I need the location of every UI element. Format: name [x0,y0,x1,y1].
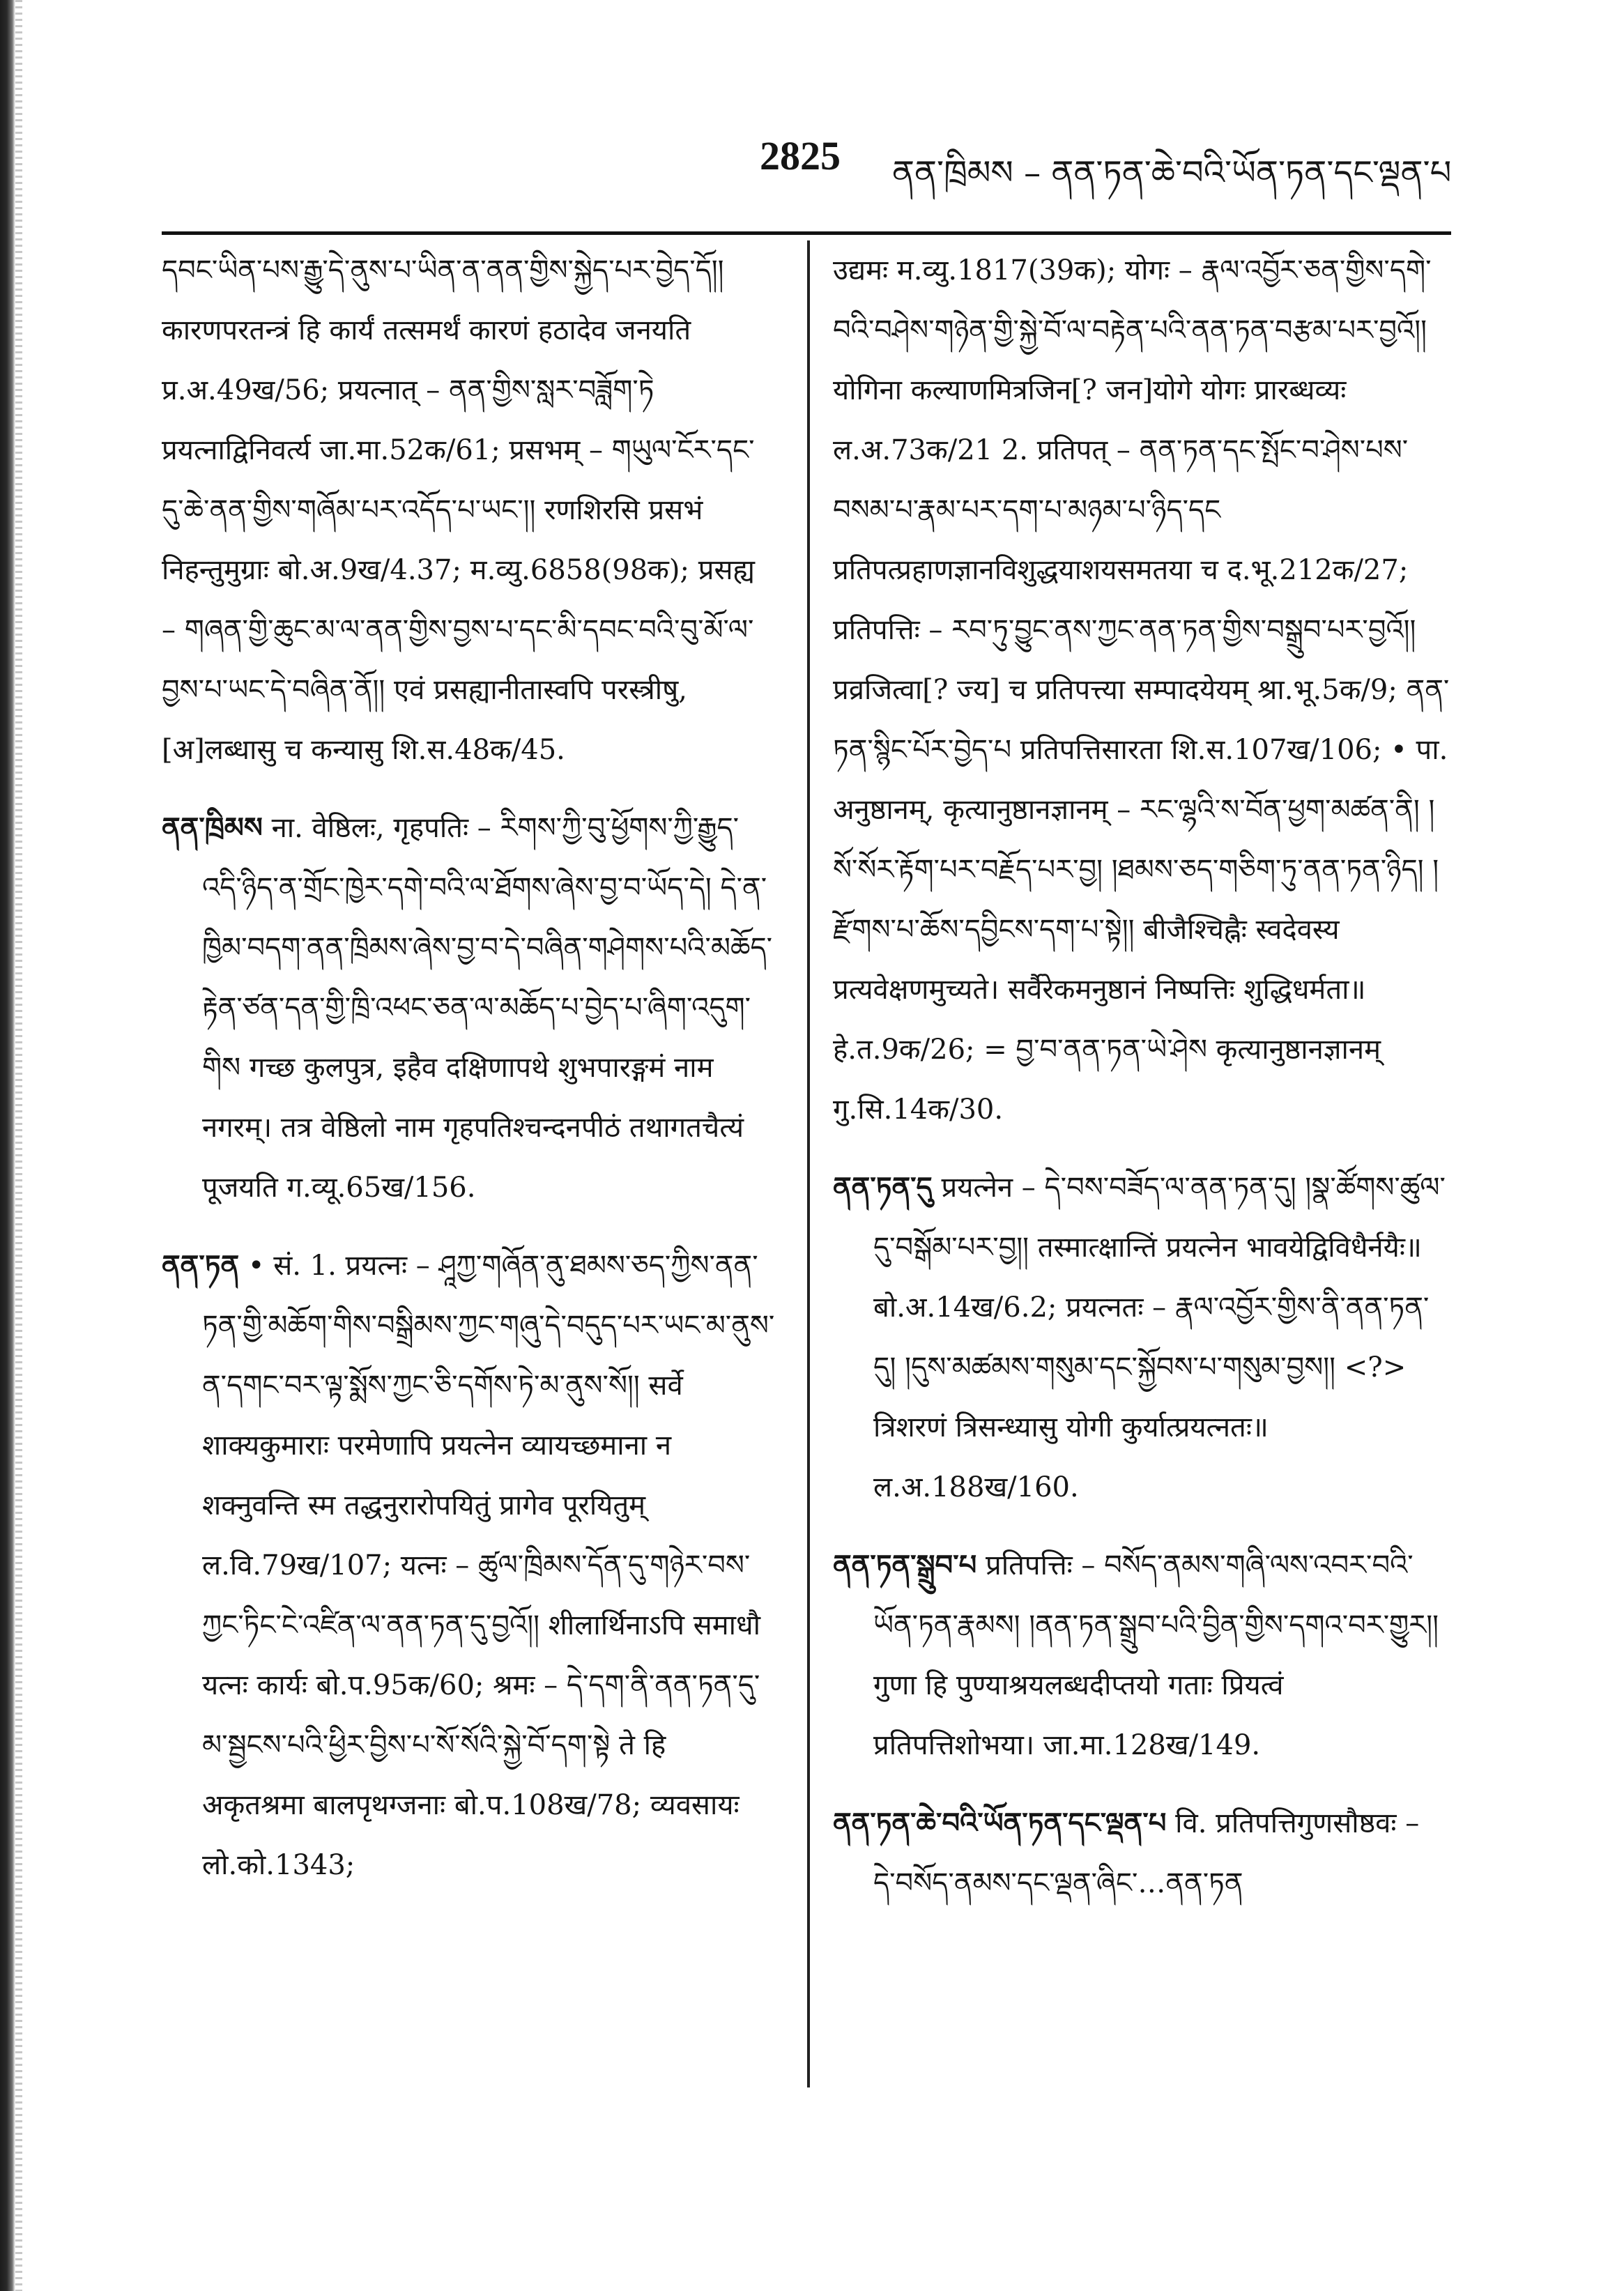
entry-body: उद्यमः म.व्यु.1817(39क); योगः – རྣལ་འབྱོར་ཅན་གྱིས་དགེ་བའི་བཤེས་གཉེན་གྱི་སྐྱེ་བོ་ལ་བརྟེན་པའི་ནན་ཏན་བརྩམ་པར་བྱའོ།། योगिना कल्याणमित्रजिन[? जन]योगे योगः प्रारब्धव्यः ल.अ.73क/21 2. प्रतिपत् – ནན་ཏན་དང་སྤོང་བ་ཤེས་པས་བསམ་པ་རྣམ་པར་དག་པ་མཉམ་པ་ཉིད་དང प्रतिपत्प्रहाणज्ञानविशुद्धयाशयसमतया च द.भू.212क/27; प्रतिपत्तिः – རབ་ཏུ་བྱུང་ནས་ཀྱང་ནན་ཏན་གྱིས་བསྒྲུབ་པར་བྱའོ།། प्रव्रजित्वा[? ज्य] च प्रतिपत्त्या सम्पादयेयम् श्रा.भू.5क/9; ནན་ཏན་སྙིང་པོར་བྱེད་པ प्रतिपत्तिसारता शि.स.107ख/106; • पा. अनुष्ठानम्, कृत्यानुष्ठानज्ञानम् – རང་ལྷའི་ས་བོན་ཕྱག་མཚན་ནི། །སོ་སོར་རྟོག་པར་བརྗོད་པར་བྱ། །ཐམས་ཅད་གཅིག་ཏུ་ནན་ཏན་ཉིད། །རྫོགས་པ་ཆོས་དབྱིངས་དག་པ་སྟེ།། बीजैश्चिह्नैः स्वदेवस्य प्रत्यवेक्षणमुच्यते। सर्वैरेकमनुष्ठानं निष्पत्तिः शुद्धिधर्मता॥ हे.त.9क/26; = བྱ་བ་ནན་ཏན་ཡེ་ཤེས कृत्यानुष्ठानज्ञानम् गु.सि.14क/30. [833,254,1450,1126]
scan-edge-binding [15,0,22,2291]
entry-headword: ནན་ཏན་ཆེ་བའི་ཡོན་ཏན་དང་ལྡན་པ [833,1807,1167,1839]
page-number: 2825 [760,133,841,178]
dictionary-entry [833,1158,1450,1517]
entry-body: ना. वेष्ठिलः, गृहपतिः – རིགས་ཀྱི་བུ་ཕྱོགས་ཀྱི་རྒྱུད་འདི་ཉིད་ན་གྲོང་ཁྱེར་དགེ་བའི་ལ་ཐོགས་ཞེས་བྱ་བ་ཡོད་དེ། དེ་ན་ཁྱིམ་བདག་ནན་ཁྲིམས་ཞེས་བྱ་བ་དེ་བཞིན་གཤེགས་པའི་མཆོད་རྟེན་ཙན་དན་གྱི་ཁྲི་འཕང་ཅན་ལ་མཆོད་པ་བྱེད་པ་ཞིག་འདུག་གིས गच्छ कुलपुत्र, इहैव दक्षिणापथे शुभपारङ्गमं नाम नगरम्। तत्र वेष्ठिलो नाम गृहपतिश्चन्दनपीठं तथागतचैत्यं पूजयति ग.व्यू.65ख/156. [202,812,772,1204]
continued-entry [162,240,775,780]
running-head: ནན་ཁྲིམས – ནན་ཏན་ཆེ་བའི་ཡོན་ཏན་དང་ལྡན་པ [892,153,1452,192]
right-column [833,240,1450,1931]
column-divider [807,240,810,2087]
entry-body: དབང་ཡིན་པས་རྒྱུ་དེ་ནུས་པ་ཡིན་ན་ནན་གྱིས་སྐྱེད་པར་བྱེད་དོ།། कारणपरतन्त्रं हि कार्यं तत्समर्थं कारणं हठादेव जनयति प्र.अ.49ख/56; प्रयत्नात् – ནན་གྱིས་སླར་བཟློག་ཏེ प्रयत्नाद्विनिवर्त्य जा.मा.52क/61; प्रसभम् – གཡུལ་ངོར་དང་དུ་ཆེ་ནན་གྱིས་གཞོམ་པར་འདོད་པ་ཡང་།། रणशिरसि प्रसभं निहन्तुमुग्राः बो.अ.9ख/4.37; म.व्यु.6858(98क); प्रसह्य – གཞན་གྱི་ཆུང་མ་ལ་ནན་གྱིས་བྱས་པ་དང་མི་དབང་བའི་བུ་མོ་ལ་བྱས་པ་ཡང་དེ་བཞིན་ནོ།། एवं प्रसह्यानीतास्वपि परस्त्रीषु, [अ]लब्धासु च कन्यासु शि.स.48क/45. [162,254,755,766]
continued-entry [833,240,1450,1140]
page-header [760,127,1450,190]
dictionary-entry [162,1236,775,1895]
dictionary-entry [833,1535,1450,1775]
dictionary-entry [162,798,775,1218]
scan-edge-shadow [0,0,15,2291]
entry-body: प्रयत्नेन – དེ་བས་བཟོད་ལ་ནན་ཏན་དུ། །སྣ་ཚོགས་ཚུལ་དུ་བསྒོམ་པར་བྱ།། तस्मात्क्षान्तिं प्रयत्नेन भावयेद्विविधैर्नयैः॥ बो.अ.14ख/6.2; प्रयत्नतः – རྣལ་འབྱོར་གྱིས་ནི་ནན་ཏན་དུ། །དུས་མཚམས་གསུམ་དང་སྐྱོབས་པ་གསུམ་བྱས།། <?> त्रिशरणं त्रिसन्ध्यासु योगी कुर्यात्प्रयत्नतः॥ ल.अ.188ख/160. [873,1172,1446,1503]
entry-body: वि. प्रतिपत्तिगुणसौष्ठवः – དེ་བསོད་ནམས་དང་ལྡན་ཞིང་…ནན་ཏན [873,1807,1420,1899]
entry-body: प्रतिपत्तिः – བསོད་ནམས་གཞི་ལས་འབར་བའི་ཡོན་ཏན་རྣམས། །ནན་ཏན་སྒྲུབ་པའི་བྱིན་གྱིས་དགའ་བར་གྱུར།། गुणा हि पुण्याश्रयलब्धदीप्तयो गताः प्रियत्वं प्रतिपत्तिशोभया। जा.मा.128ख/149. [873,1549,1439,1761]
entry-headword: ནན་ཏན་སྒྲུབ་པ [833,1549,977,1581]
header-rule [162,231,1451,235]
entry-headword: ནན་ཁྲིམས [162,811,263,844]
entry-headword: ནན་ཏན [162,1249,240,1282]
entry-body: • सं. 1. प्रयत्नः – ཤཱཀྱ་གཞོན་ནུ་ཐམས་ཅད་ཀྱིས་ནན་ཏན་གྱི་མཆོག་གིས་བསྒྲིམས་ཀྱང་གཞུ་དེ་བདུད་པར་ཡང་མ་ནུས་ན་དགང་བར་ལྟ་སྨོས་ཀྱང་ཅི་དགོས་ཏེ་མ་ནུས་སོ།། सर्वे शाक्यकुमाराः परमेणापि प्रयत्नेन व्यायच्छमाना न शक्नुवन्ति स्म तद्धनुरारोपयितुं प्रागेव पूरयितुम् ल.वि.79ख/107; यत्नः – ཚུལ་ཁྲིམས་དོན་དུ་གཉེར་བས་ཀྱང་ཏིང་ངེ་འཛིན་ལ་ནན་ཏན་དུ་བྱའོ།། शीलार्थिनाऽपि समाधौ यत्नः कार्यः बो.प.95क/60; श्रमः – དེ་དག་ནི་ནན་ཏན་དུ་མ་སྦྱངས་པའི་ཕྱིར་བྱིས་པ་སོ་སོའི་སྐྱེ་བོ་དག་སྟེ ते हि अकृतश्रमा बालपृथग्जनाः बो.प.108ख/78; व्यवसायः लो.को.1343; [202,1250,775,1881]
left-column [162,240,775,1913]
entry-headword: ནན་ཏན་དུ [833,1171,933,1204]
dictionary-entry [833,1793,1450,1913]
